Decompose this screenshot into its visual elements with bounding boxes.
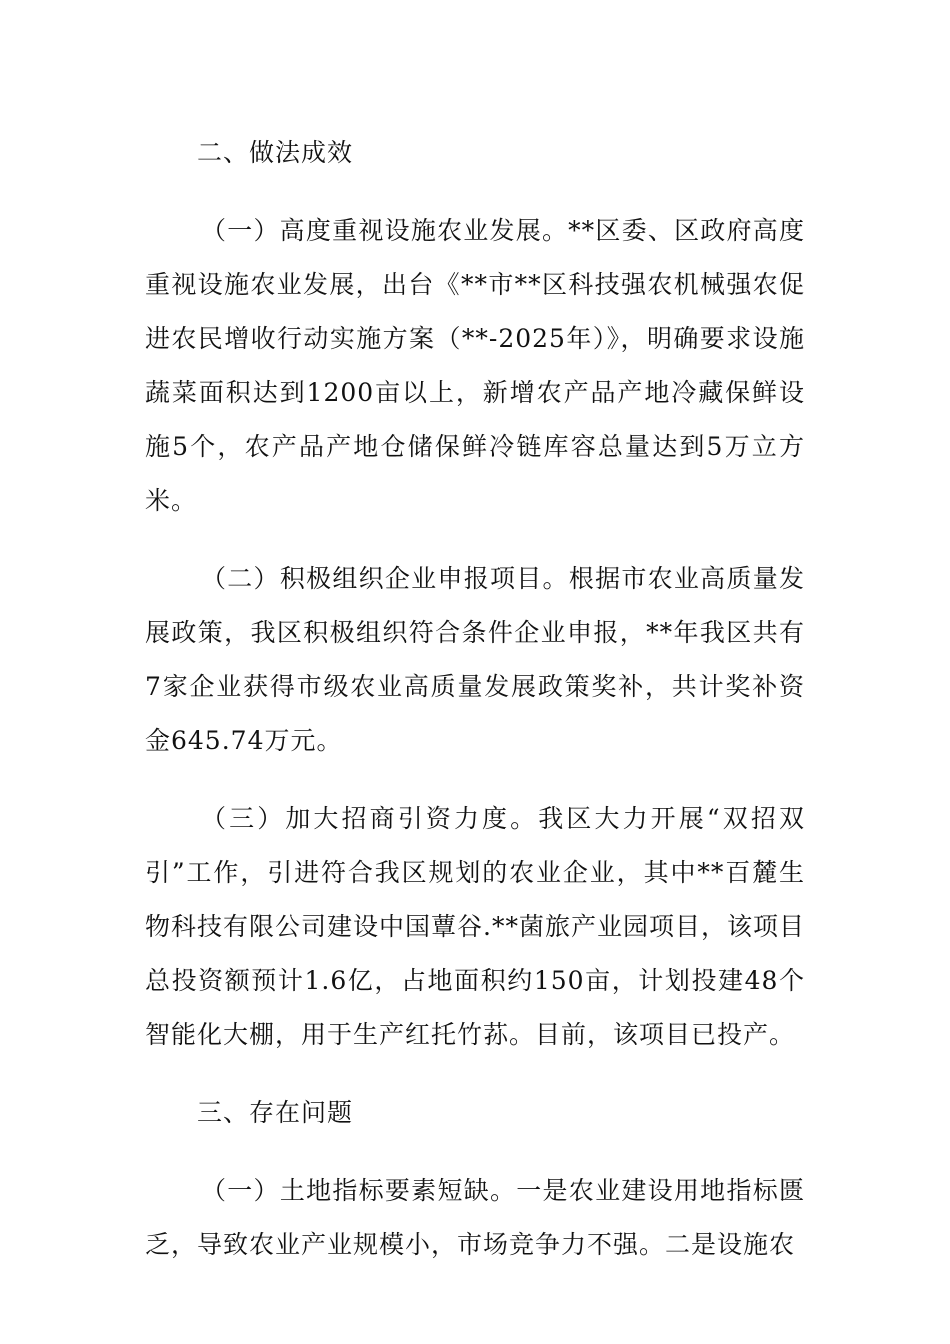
paragraph-project-application: （二）积极组织企业申报项目。根据市农业高质量发展政策，我区积极组织符合条件企业申报，**年我区共有7家企业获得市级农业高质量发展政策奖补，共计奖补资金645.74万元。 [145,564,805,755]
section-heading-measures: 二、做法成效 [197,138,354,167]
paragraph-investment-attraction: （三）加大招商引资力度。我区大力开展“双招双引”工作，引进符合我区规划的农业企业，其中**百麓生物科技有限公司建设中国蕈谷.**菌旅产业园项目，该项目总投资额预计1.6亿，占地面积约150亩，计划投建48个智能化大棚，用于生产红托竹荪。目前，该项目已投产。 [145,804,805,1049]
section-heading-problems: 三、存在问题 [197,1098,354,1127]
paragraph-land-shortage: （一）土地指标要素短缺。一是农业建设用地指标匮乏，导致农业产业规模小，市场竞争力不强。二是设施农 [145,1176,805,1259]
document-body [145,126,805,1296]
paragraph-facility-agriculture: （一）高度重视设施农业发展。**区委、区政府高度重视设施农业发展，出台《**市**区科技强农机械强农促进农民增收行动实施方案（**-2025年）》，明确要求设施蔬菜面积达到1200亩以上，新增农产品产地冷藏保鲜设施5个，农产品产地仓储保鲜冷链库容总量达到5万立方米。 [145,216,805,515]
